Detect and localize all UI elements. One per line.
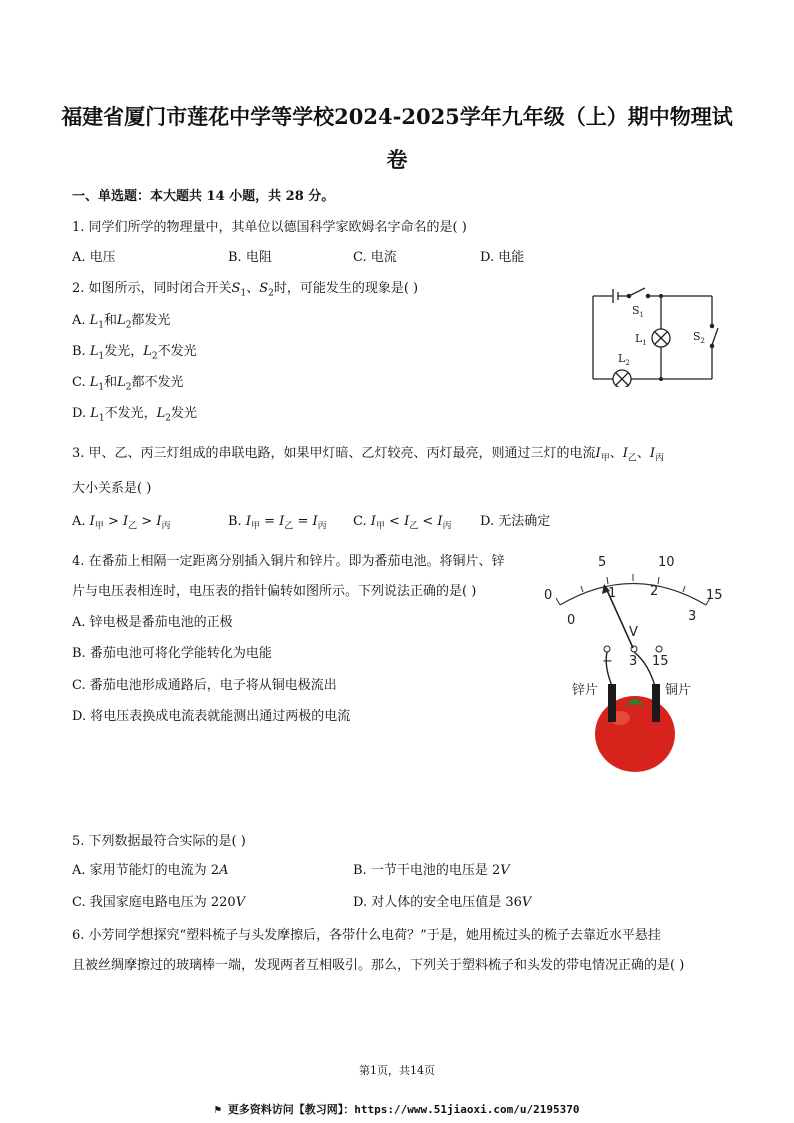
- q1-option-a: A. 电压: [72, 250, 116, 265]
- q6-stem-line2: 且被丝绸摩擦过的玻璃棒一端，发现两者互相吸引。那么，下列关于塑料梳子和头发的带电情况正确的是( ): [72, 958, 685, 973]
- inner-tick-3: 3: [688, 609, 697, 624]
- inner-tick-0: 0: [567, 613, 576, 628]
- zinc-label: 锌片: [572, 683, 599, 698]
- promo-banner[interactable]: [0, 1101, 794, 1117]
- inner-tick-2: 2: [650, 584, 659, 599]
- copper-plate: [652, 684, 660, 722]
- q4-option-b: B. 番茄电池可将化学能转化为电能: [72, 646, 272, 661]
- section-heading: 一、单选题：本大题共 14 小题，共 28 分。: [72, 189, 335, 204]
- q2-option-b: B. $L_1$发光，$L_2$不发光: [72, 344, 197, 362]
- tomato: [595, 696, 675, 772]
- inner-tick-1: 1: [608, 586, 617, 601]
- label-s2: $S_2$: [693, 330, 706, 345]
- q4-stem-line1: 4. 在番茄上相隔一定距离分别插入铜片和锌片。即为番茄电池。将铜片、锌: [72, 554, 505, 569]
- q4-option-a: A. 锌电极是番茄电池的正极: [72, 615, 233, 630]
- q4-option-d: D. 将电压表换成电流表就能测出通过两极的电流: [72, 709, 351, 724]
- terminal-negative: −: [602, 654, 613, 669]
- q4-option-c: C. 番茄电池形成通路后，电子将从铜电极流出: [72, 678, 337, 693]
- meter-symbol: V: [629, 625, 638, 640]
- q1-option-d: D. 电能: [480, 250, 525, 265]
- outer-tick-0: 0: [544, 588, 553, 603]
- page-number: 第1页，共14页: [359, 1064, 435, 1077]
- outer-tick-5: 5: [598, 555, 607, 570]
- q3-stem-line1: 3. 甲、乙、丙三灯组成的串联电路，如果甲灯暗、乙灯较亮、丙灯最亮，则通过三灯的电流$I_甲$、$I_乙$、$I_丙$: [72, 446, 665, 464]
- page-title-line2: 卷: [386, 147, 408, 172]
- q3-option-d: D. 无法确定: [480, 514, 551, 529]
- q1-option-b: B. 电阻: [228, 250, 272, 265]
- tomato-battery-figure: [538, 548, 728, 793]
- q2-option-a: A. $L_1$和$L_2$都发光: [72, 313, 171, 331]
- q3-option-a: A. $I_甲 > I_乙 > I_丙$: [72, 514, 171, 532]
- circuit-diagram: [585, 282, 720, 387]
- q3-option-c: C. $I_甲 < I_乙 < I_丙$: [353, 514, 452, 532]
- flag-icon: ⚑: [214, 1103, 228, 1116]
- label-l1: $L_1$: [635, 332, 647, 347]
- label-s1: $S_1$: [632, 304, 645, 319]
- q6-stem-line1: 6. 小芳同学想探究“塑料梳子与头发摩擦后，各带什么电荷？”于是，她用梳过头的梳子去靠近水平悬挂: [72, 928, 661, 943]
- q1-option-c: C. 电流: [353, 250, 397, 265]
- q5-stem: 5. 下列数据最符合实际的是( ): [72, 834, 246, 849]
- q5-option-a: A. 家用节能灯的电流为 2A: [72, 863, 229, 878]
- q2-stem: 2. 如图所示，同时闭合开关$S_1$、$S_2$时，可能发生的现象是( ): [72, 281, 419, 299]
- page-title-line1: 福建省厦门市莲花中学等学校2024-2025学年九年级（上）期中物理试: [61, 104, 733, 129]
- q2-option-d: D. $L_1$不发光，$L_2$发光: [72, 406, 198, 424]
- copper-label: 铜片: [665, 683, 692, 698]
- q4-stem-line2: 片与电压表相连时，电压表的指针偏转如图所示。下列说法正确的是( ): [72, 584, 477, 599]
- q5-option-c: C. 我国家庭电路电压为 220V: [72, 895, 246, 910]
- terminal-15: 15: [652, 654, 669, 669]
- zinc-plate: [608, 684, 616, 722]
- q3-option-b: B. $I_甲 = I_乙 = I_丙$: [228, 514, 327, 532]
- outer-tick-10: 10: [658, 555, 675, 570]
- label-l2: $L_2$: [618, 352, 630, 367]
- q1-stem: 1. 同学们所学的物理量中，其单位以德国科学家欧姆名字命名的是( ): [72, 220, 467, 235]
- q3-stem-line2: 大小关系是( ): [72, 481, 152, 496]
- outer-tick-15: 15: [706, 588, 723, 603]
- q2-option-c: C. $L_1$和$L_2$都不发光: [72, 375, 184, 393]
- terminal-3: 3: [629, 654, 638, 669]
- promo-link[interactable]: 更多资料访问【教习网】：https://www.51jiaoxi.com/u/2195370: [227, 1103, 580, 1116]
- q5-option-b: B. 一节干电池的电压是 2V: [353, 863, 510, 878]
- q5-option-d: D. 对人体的安全电压值是 36V: [353, 895, 532, 910]
